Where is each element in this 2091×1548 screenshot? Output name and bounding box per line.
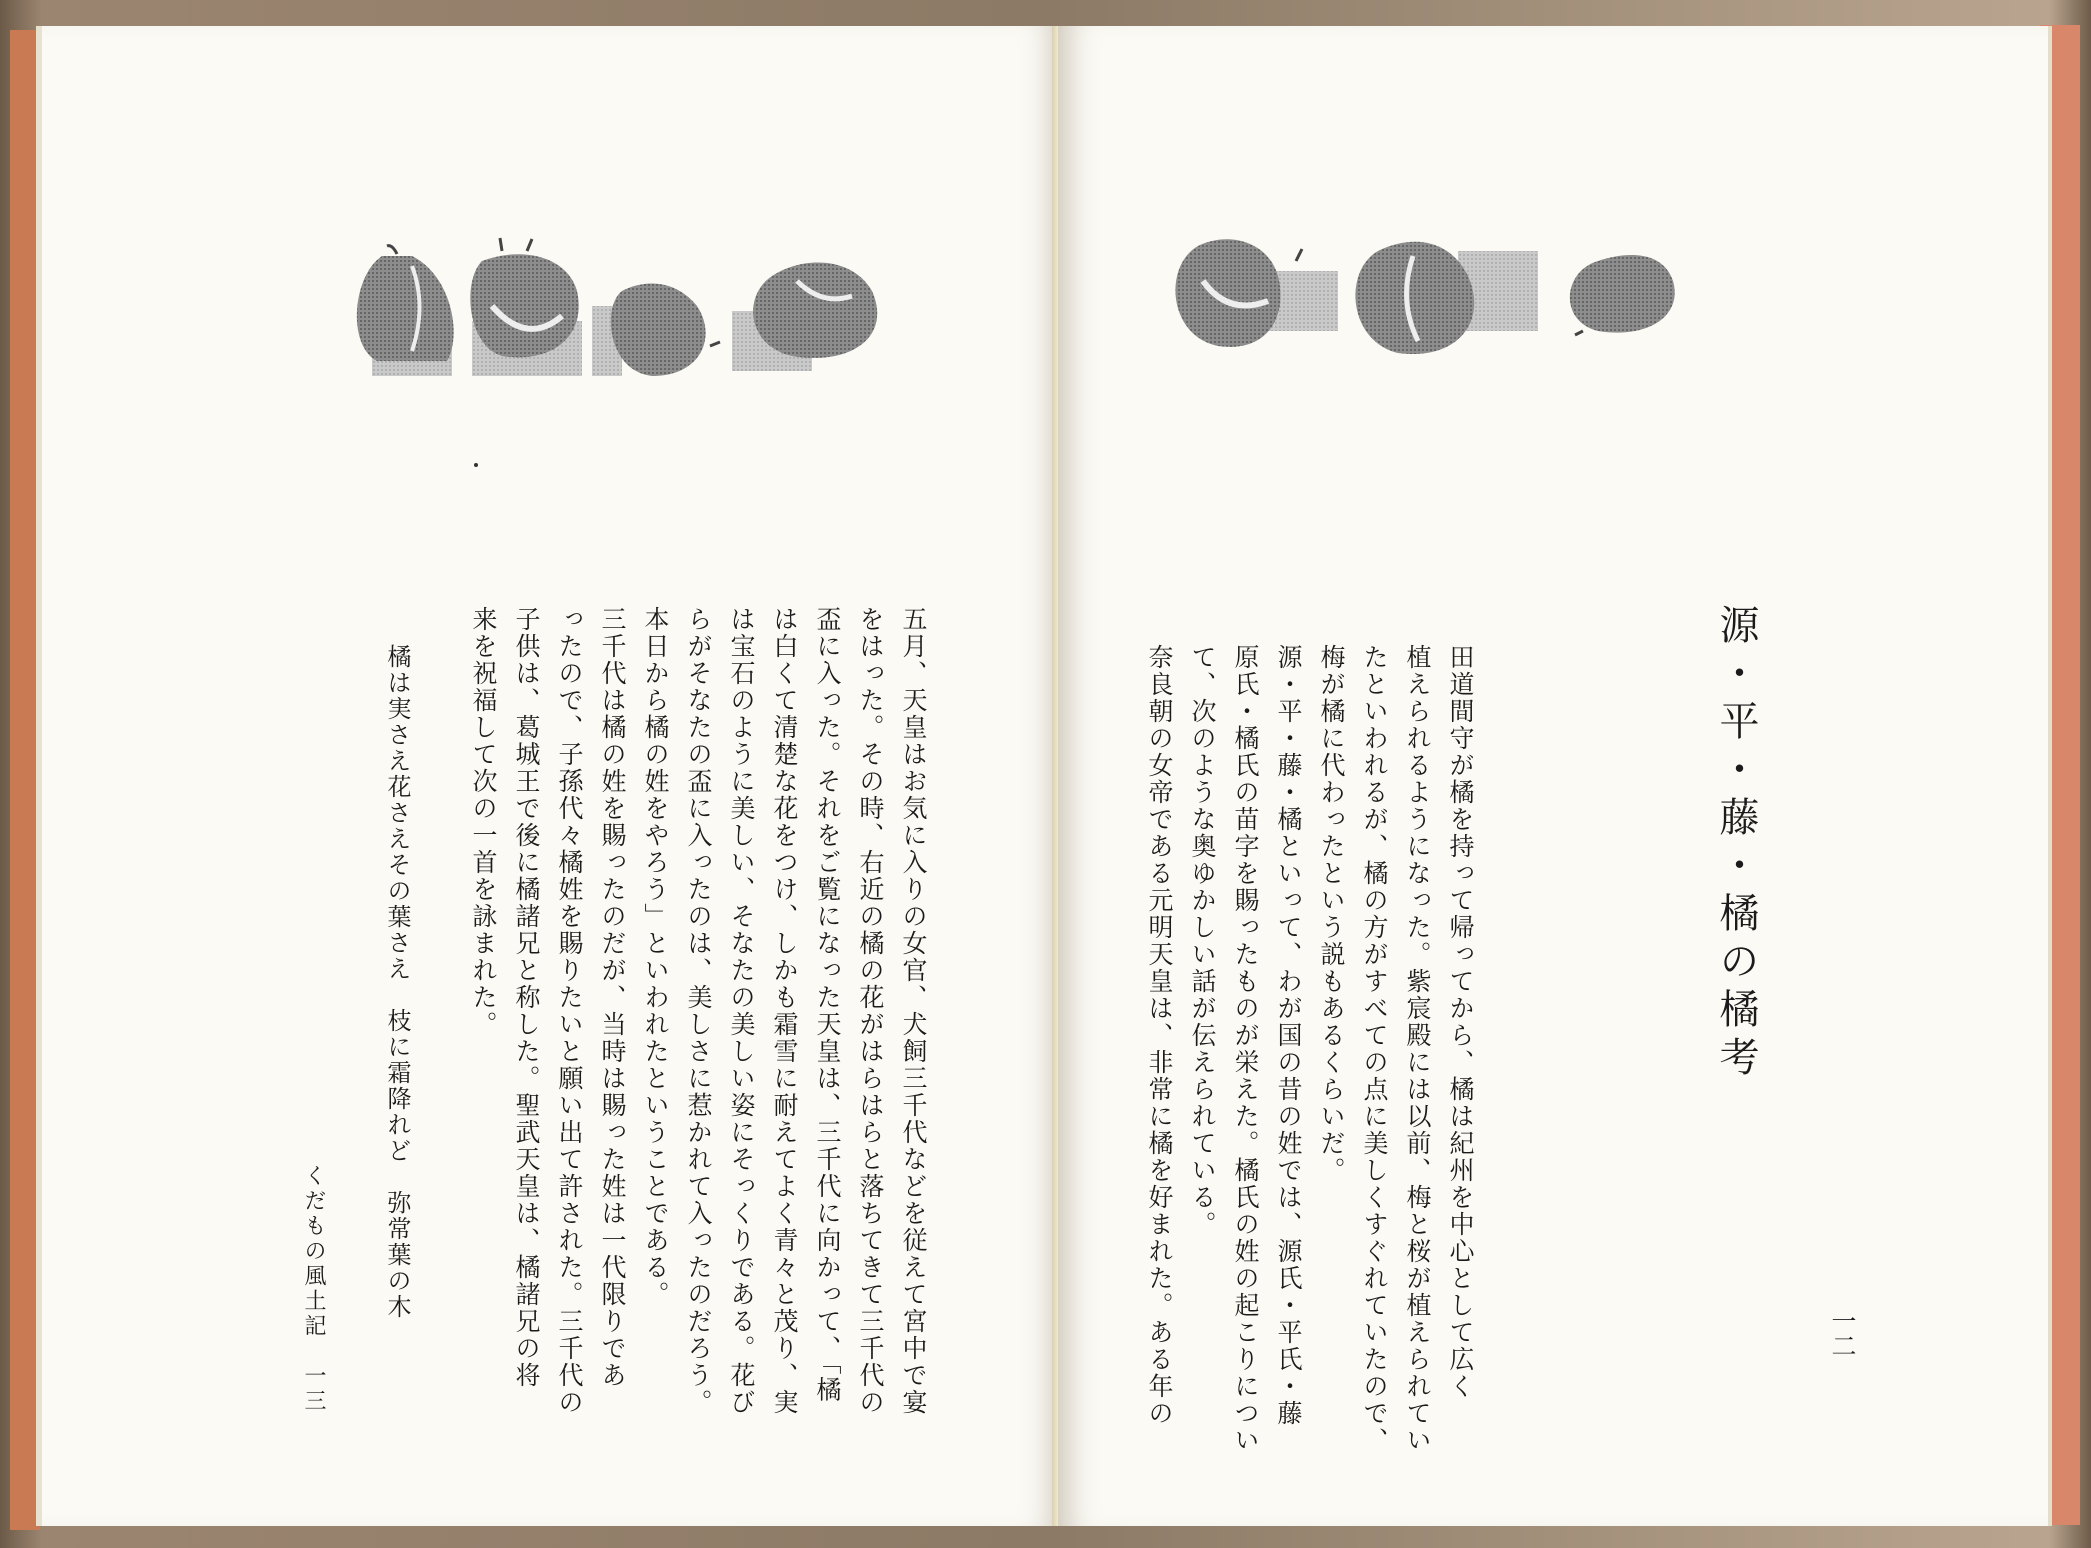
text-line: 来を祝福して次の一首を詠まれた。 xyxy=(469,606,498,1038)
text-line: 盃に入った。それをご覧になった天皇は、三千代に向かって、「橘 xyxy=(813,606,842,1404)
text-line: 奈良朝の女帝である元明天皇は、非常に橘を好まれた。ある年の xyxy=(1145,644,1174,1427)
left-page xyxy=(36,26,1062,1526)
chestnut-illustration-right xyxy=(1158,221,1718,381)
text-line: 源・平・藤・橘といって、わが国の昔の姓では、源氏・平氏・藤 xyxy=(1274,644,1303,1427)
text-line: ったので、子孫代々橘姓を賜りたいと願い出て許された。三千代の xyxy=(555,606,584,1416)
page-number: 一二 xyxy=(1828,1308,1857,1358)
right-page xyxy=(1058,26,2052,1526)
text-line: 五月、天皇はお気に入りの女官、犬飼三千代などを従えて宮中で宴 xyxy=(899,606,928,1416)
text-line: をはった。その時、右近の橘の花がはらはらと落ちてきて三千代の xyxy=(856,606,885,1416)
text-line: 子供は、葛城王で後に橘諸兄と称した。聖武天皇は、橘諸兄の将 xyxy=(512,606,541,1389)
chestnut-illustration-left xyxy=(352,236,992,396)
text-line: 田道間守が橘を持って帰ってから、橘は紀州を中心として広く xyxy=(1446,644,1475,1400)
text-line: て、次のような奥ゆかしい話が伝えられている。 xyxy=(1188,644,1217,1238)
text-line: は白くて清楚な花をつけ、しかも霜雪に耐えてよく青々と茂り、実 xyxy=(770,606,799,1416)
text-line: 三千代は橘の姓を賜ったのだが、当時は賜った姓は一代限りであ xyxy=(598,606,627,1389)
text-line: らがそなたの盃に入ったのは、美しさに惹かれて入ったのだろう。 xyxy=(684,606,713,1416)
page-footer: くだもの風土記 一三 xyxy=(301,1164,326,1414)
page-mark xyxy=(474,463,478,467)
left-body-text xyxy=(462,606,935,1416)
text-line: たといわれるが、橘の方がすべての点に美しくすぐれていたので、 xyxy=(1360,644,1389,1454)
page-title: 源・平・藤・橘の橘考 xyxy=(1713,604,1759,1084)
text-line: 植えられるようになった。紫宸殿には以前、梅と桜が植えられてい xyxy=(1403,644,1432,1454)
poem: 橘は実さえ花さえその葉さえ 枝に霜降れど 弥常葉の木 xyxy=(383,644,411,1320)
text-line: 原氏・橘氏の苗字を賜ったものが栄えた。橘氏の姓の起こりについ xyxy=(1231,644,1260,1454)
text-line: 本日から橘の姓をやろう」といわれたということである。 xyxy=(641,606,670,1308)
right-body-text xyxy=(1138,644,1482,1454)
text-line: 梅が橘に代わったという説もあるくらいだ。 xyxy=(1317,644,1346,1184)
text-line: は宝石のように美しい、そなたの美しい姿にそっくりである。花び xyxy=(727,606,756,1416)
